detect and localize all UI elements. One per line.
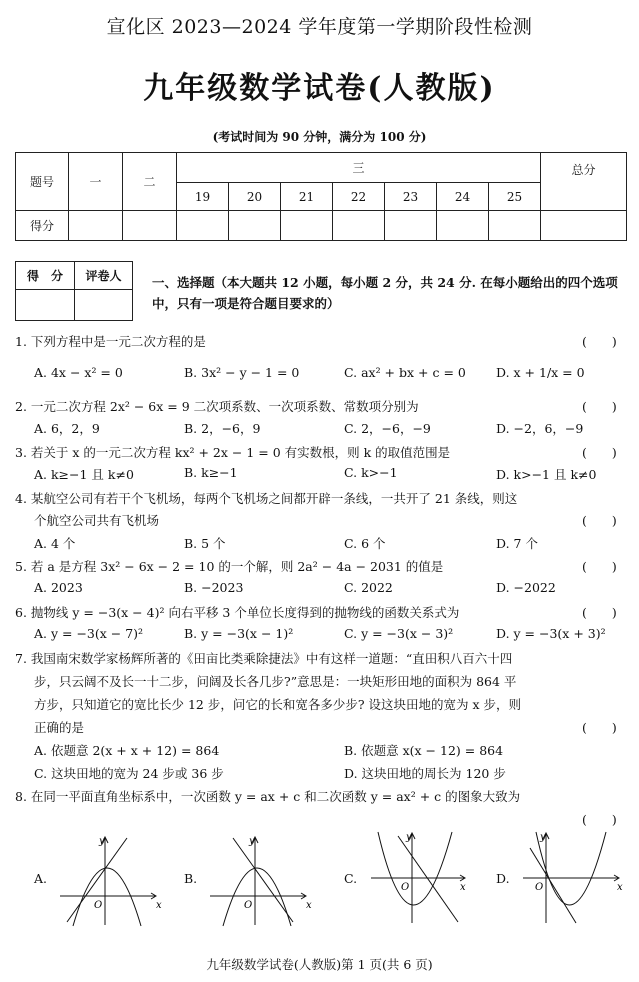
score-table-sub-21: 21 — [281, 183, 333, 211]
q1-option-b: B. 3x² − y − 1 = 0 — [184, 365, 300, 380]
grader-score-label: 得 分 — [16, 262, 75, 290]
q4-option-b: B. 5 个 — [184, 536, 226, 551]
q6-option-d: D. y = −3(x + 3)² — [496, 626, 606, 641]
q3-option-c: C. k>−1 — [344, 465, 398, 480]
graph-c — [366, 828, 476, 926]
question-3-stem: 3. 若关于 x 的一元二次方程 kx² + 2x − 1 = 0 有实数根，则 k 的取值范围是 — [15, 445, 451, 460]
x-label: x — [306, 900, 312, 911]
graph-d — [518, 828, 628, 926]
answer-paren: ( ) — [582, 559, 617, 574]
exam-note: (考试时间为 90 分钟，满分为 100 分) — [212, 130, 427, 144]
score-table-sub-20: 20 — [229, 183, 281, 211]
score-table-question-label: 题号 — [16, 153, 69, 211]
q8-option-b: B. — [184, 871, 198, 886]
section-1-title: 一、选择题（本大题共 12 小题，每小题 2 分，共 24 分. 在每小题给出的四个选项中，只有一项是符合题目要求的） — [152, 275, 618, 311]
q2-option-a: A. 6，2，9 — [34, 421, 100, 436]
y-label: y — [249, 836, 255, 847]
score-table — [15, 152, 627, 241]
graph-a — [55, 830, 165, 928]
score-cell — [437, 211, 489, 241]
q2-option-c: C. 2，−6，−9 — [344, 421, 431, 436]
score-table-col-2: 二 — [123, 153, 177, 211]
q8-option-a: A. — [34, 871, 48, 886]
q1-option-d: D. x + 1/x = 0 — [496, 365, 585, 380]
question-7-stem-line-3: 方步，只知道它的宽比长少 12 步，问它的长和宽各多少步? 设这块田地的宽为 x 步，则 — [34, 697, 522, 712]
origin-label: O — [244, 900, 253, 911]
q1-option-c: C. ax² + bx + c = 0 — [344, 365, 466, 380]
score-table-sub-22: 22 — [333, 183, 385, 211]
score-table-col-3: 三 — [177, 153, 541, 183]
y-label: y — [540, 832, 546, 843]
answer-paren: ( ) — [582, 334, 617, 349]
origin-label: O — [535, 882, 544, 893]
q3-option-b: B. k≥−1 — [184, 465, 238, 480]
q5-option-d: D. −2022 — [496, 580, 556, 595]
q7-option-d: D. 这块田地的周长为 120 步 — [344, 766, 506, 781]
q6-option-b: B. y = −3(x − 1)² — [184, 626, 294, 641]
score-table-sub-24: 24 — [437, 183, 489, 211]
line — [398, 836, 458, 922]
y-label: y — [406, 832, 412, 843]
q3-option-a: A. k≥−1 且 k≠0 — [34, 467, 134, 482]
q6-option-c: C. y = −3(x − 3)² — [344, 626, 454, 641]
answer-paren: ( ) — [582, 399, 617, 414]
answer-paren: ( ) — [582, 513, 617, 528]
score-cell — [69, 211, 123, 241]
origin-label: O — [94, 900, 103, 911]
q4-option-d: D. 7 个 — [496, 536, 538, 551]
q4-option-c: C. 6 个 — [344, 536, 386, 551]
grader-label: 评卷人 — [75, 262, 133, 290]
answer-paren: ( ) — [582, 445, 617, 460]
answer-paren: ( ) — [582, 812, 617, 827]
q3-option-d: D. k>−1 且 k≠0 — [496, 467, 597, 482]
question-5-stem: 5. 若 a 是方程 3x² − 6x − 2 = 10 的一个解，则 2a² − 4a − 2031 的值是 — [15, 559, 444, 574]
score-cell — [385, 211, 437, 241]
q4-option-a: A. 4 个 — [34, 536, 76, 551]
q8-option-d: D. — [496, 871, 510, 886]
score-table-score-label: 得分 — [16, 211, 69, 241]
score-cell — [177, 211, 229, 241]
q8-option-c: C. — [344, 871, 358, 886]
score-cell — [333, 211, 385, 241]
y-label: y — [99, 836, 105, 847]
paper-title: 九年级数学试卷(人教版) — [143, 71, 496, 106]
grader-cell — [16, 290, 75, 321]
x-label: x — [617, 882, 623, 893]
question-7-stem-line-4: 正确的是 — [34, 720, 85, 735]
question-1-stem: 1. 下列方程中是一元二次方程的是 — [15, 334, 206, 349]
question-2-stem: 2. 一元二次方程 2x² − 6x = 9 二次项系数、一次项系数、常数项分别为 — [15, 399, 419, 414]
q7-option-a: A. 依题意 2(x + x + 12) = 864 — [34, 743, 220, 758]
parabola — [378, 832, 452, 905]
x-label: x — [156, 900, 162, 911]
answer-paren: ( ) — [582, 720, 617, 735]
q6-option-a: A. y = −3(x − 7)² — [34, 626, 144, 641]
parabola — [73, 868, 141, 926]
q7-option-b: B. 依题意 x(x − 12) = 864 — [344, 743, 504, 758]
page-footer: 九年级数学试卷(人教版)第 1 页(共 6 页) — [206, 957, 433, 972]
question-7-stem-line-1: 7. 我国南宋数学家杨辉所著的《田亩比类乘除捷法》中有这样一道题：“直田积八百六十四 — [15, 651, 513, 666]
q7-option-c: C. 这块田地的宽为 24 步或 36 步 — [34, 766, 224, 781]
grader-cell — [75, 290, 133, 321]
score-cell — [281, 211, 333, 241]
score-table-sub-25: 25 — [489, 183, 541, 211]
question-6-stem: 6. 抛物线 y = −3(x − 4)² 向右平移 3 个单位长度得到的抛物线的函数关系式为 — [15, 605, 460, 620]
score-cell — [541, 211, 627, 241]
score-table-total: 总分 — [541, 153, 627, 211]
q5-option-a: A. 2023 — [34, 580, 83, 595]
q5-option-c: C. 2022 — [344, 580, 393, 595]
score-cell — [123, 211, 177, 241]
grader-table — [15, 261, 133, 321]
origin-label: O — [401, 882, 410, 893]
q5-option-b: B. −2023 — [184, 580, 244, 595]
score-table-sub-23: 23 — [385, 183, 437, 211]
score-cell — [489, 211, 541, 241]
x-label: x — [460, 882, 466, 893]
question-4-stem-line-1: 4. 某航空公司有若干个飞机场，每两个飞机场之间都开辟一条线，一共开了 21 条线，则这 — [15, 491, 518, 506]
question-7-stem-line-2: 步，只云阔不及长一十二步，问阔及长各几步?”意思是：一块矩形田地的面积为 864 平 — [34, 674, 517, 689]
graph-b — [205, 830, 315, 928]
score-table-sub-19: 19 — [177, 183, 229, 211]
question-4-stem-line-2: 个航空公司共有飞机场 — [34, 513, 160, 528]
q2-option-d: D. −2，6，−9 — [496, 421, 584, 436]
q1-option-a: A. 4x − x² = 0 — [34, 365, 123, 380]
answer-paren: ( ) — [582, 605, 617, 620]
q2-option-b: B. 2，−6，9 — [184, 421, 261, 436]
parabola — [223, 868, 291, 926]
score-table-col-1: 一 — [69, 153, 123, 211]
score-cell — [229, 211, 281, 241]
exam-title: 宣化区 2023—2024 学年度第一学期阶段性检测 — [106, 16, 533, 38]
question-8-stem: 8. 在同一平面直角坐标系中，一次函数 y = ax + c 和二次函数 y = ax² + c 的图象大致为 — [15, 789, 521, 804]
